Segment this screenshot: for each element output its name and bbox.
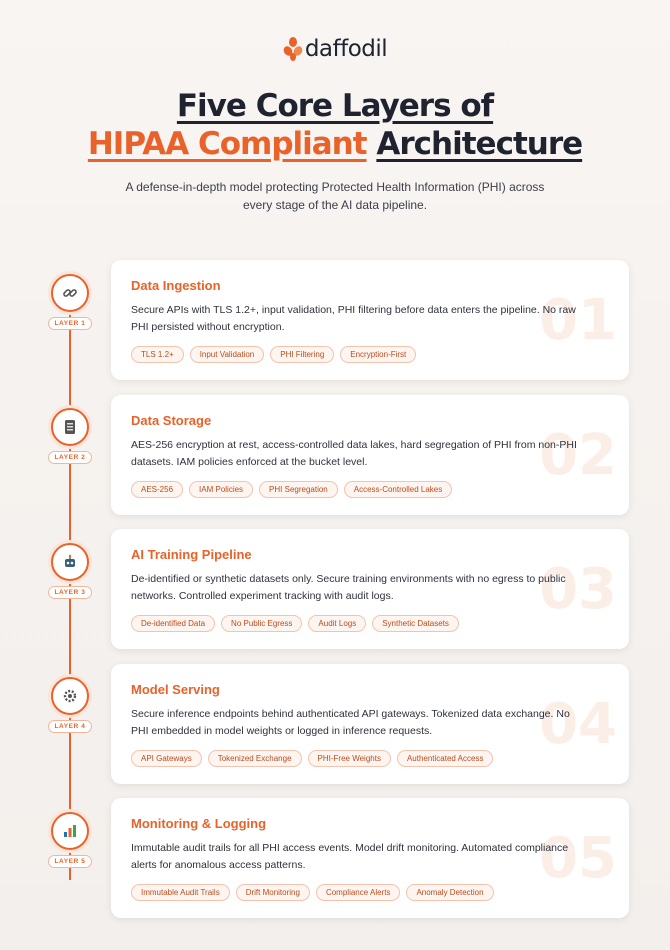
- tag-chip: API Gateways: [131, 750, 202, 767]
- layer-label: LAYER 4: [48, 720, 91, 733]
- gear-icon: [62, 688, 78, 704]
- layer-title: Monitoring & Logging: [131, 816, 267, 831]
- page-title-line2: [0, 126, 670, 162]
- tag-chip: Tokenized Exchange: [208, 750, 302, 767]
- tag-chip: PHI Segregation: [259, 481, 338, 498]
- tag-chip: IAM Policies: [189, 481, 253, 498]
- tag-chip: Authenticated Access: [397, 750, 494, 767]
- tag-chip: AES-256: [131, 481, 183, 498]
- layer-number: 02: [539, 423, 617, 488]
- layer-card-data-storage: [111, 395, 629, 515]
- layer-node-3: [48, 543, 92, 599]
- layer-card-model-serving: [111, 664, 629, 784]
- layer-number: 05: [539, 826, 617, 891]
- layer-title: Data Ingestion: [131, 278, 221, 293]
- tag-list: [131, 615, 459, 632]
- brand-logo: [0, 36, 670, 67]
- tag-chip: Immutable Audit Trails: [131, 884, 230, 901]
- layer-card-monitoring-logging: [111, 798, 629, 918]
- layer-number: 03: [539, 557, 617, 622]
- tag-chip: Input Validation: [190, 346, 265, 363]
- tag-chip: No Public Egress: [221, 615, 302, 632]
- layer-label: LAYER 5: [48, 855, 91, 868]
- daffodil-flower-icon: [283, 36, 303, 62]
- storage-icon: [63, 419, 77, 435]
- layer-title: Data Storage: [131, 413, 212, 428]
- page-subtitle: A defense-in-depth model protecting Protected Health Information (PHI) across every stage of the AI data pipeline.: [125, 180, 545, 212]
- layer-description: Immutable audit trails for all PHI access events. Model drift monitoring. Automated compliance alerts for anomalous access patterns.: [131, 842, 569, 871]
- layer-number: 04: [539, 692, 617, 757]
- tag-chip: Anomaly Detection: [406, 884, 493, 901]
- layer-label: LAYER 3: [48, 586, 91, 599]
- brand-name: daffodil: [304, 36, 388, 62]
- tag-chip: Encryption-First: [340, 346, 416, 363]
- tag-chip: Drift Monitoring: [236, 884, 310, 901]
- tag-chip: PHI-Free Weights: [308, 750, 391, 767]
- tag-list: [131, 750, 493, 767]
- layer-title: Model Serving: [131, 682, 220, 697]
- tag-chip: Audit Logs: [308, 615, 366, 632]
- layer-node-4: [48, 677, 92, 733]
- layer-description: De-identified or synthetic datasets only. Secure training environments with no egress to public networks. Controlled experiment tracking with audit logs.: [131, 573, 566, 602]
- robot-icon: [62, 554, 78, 570]
- title-rest: Architecture: [376, 126, 583, 162]
- layer-node-5: [48, 812, 92, 868]
- tag-chip: Synthetic Datasets: [372, 615, 459, 632]
- tag-list: [131, 884, 494, 901]
- tag-chip: Compliance Alerts: [316, 884, 400, 901]
- link-icon: [62, 285, 78, 301]
- layer-card-ai-training-pipeline: [111, 529, 629, 649]
- tag-chip: TLS 1.2+: [131, 346, 184, 363]
- layer-label: LAYER 2: [48, 451, 91, 464]
- layer-number: 01: [539, 288, 617, 353]
- tag-chip: De-identified Data: [131, 615, 215, 632]
- layer-description: AES-256 encryption at rest, access-controlled data lakes, hard segregation of PHI from non-PHI datasets. IAM policies enforced at the bucket level.: [131, 439, 577, 468]
- layer-node-1: [48, 274, 92, 330]
- layer-label: LAYER 1: [48, 317, 91, 330]
- tag-chip: PHI Filtering: [270, 346, 334, 363]
- layer-node-2: [48, 408, 92, 464]
- bar-chart-icon: [62, 823, 78, 839]
- layer-description: Secure APIs with TLS 1.2+, input validation, PHI filtering before data enters the pipeline. No raw PHI persisted without encryption.: [131, 304, 576, 333]
- tag-list: [131, 346, 416, 363]
- layer-title: AI Training Pipeline: [131, 547, 252, 562]
- layer-description: Secure inference endpoints behind authenticated API gateways. Tokenized data exchange. No PHI embedded in model weights or logged in inference requests.: [131, 708, 570, 737]
- layer-card-data-ingestion: [111, 260, 629, 380]
- tag-list: [131, 481, 452, 498]
- title-highlight: HIPAA Compliant: [87, 126, 367, 162]
- tag-chip: Access-Controlled Lakes: [344, 481, 452, 498]
- page-title-line1: Five Core Layers of: [176, 88, 494, 124]
